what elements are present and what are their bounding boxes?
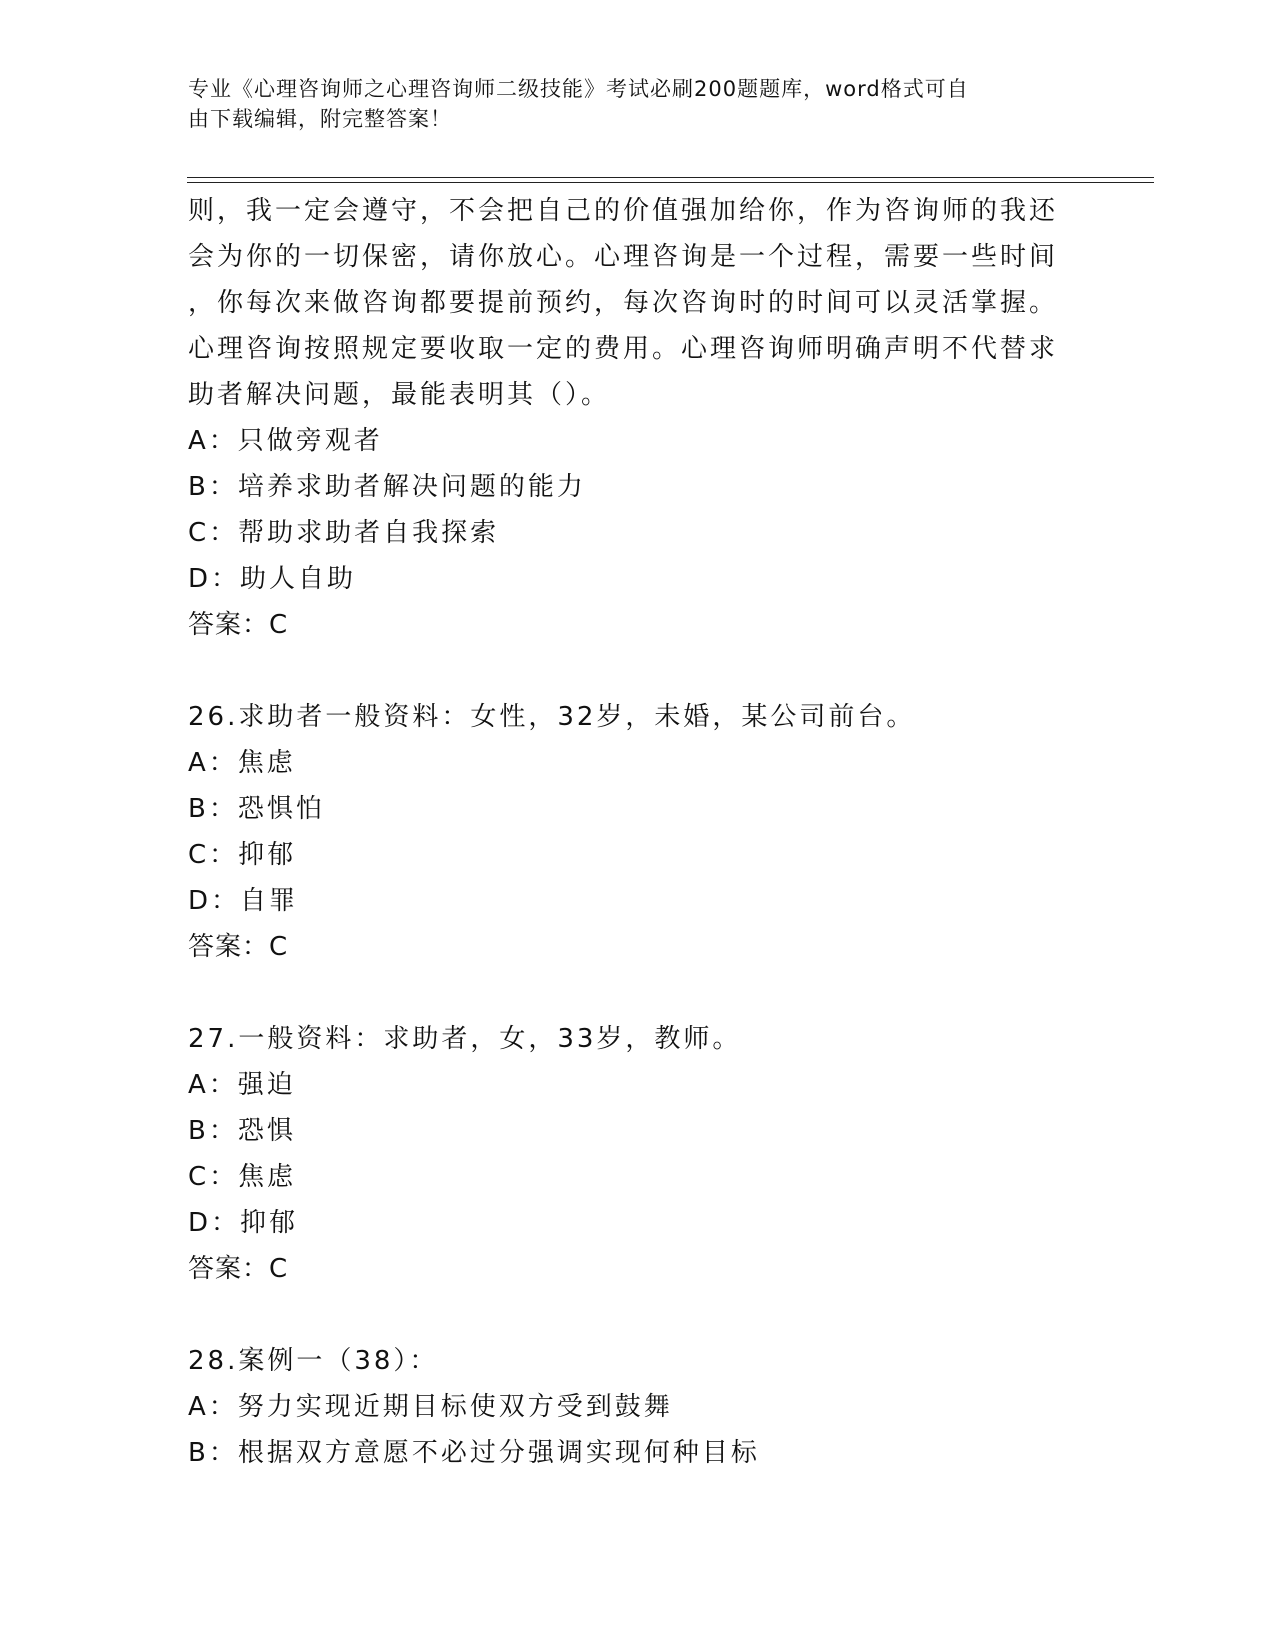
option-a: A：努力实现近期目标使双方受到鼓舞 (188, 1392, 673, 1422)
option-a: A：焦虑 (188, 748, 296, 778)
option-c: C：帮助求助者自我探索 (188, 518, 500, 548)
answer-line: 答案：C (188, 932, 289, 962)
question-28 (188, 1338, 1088, 1476)
option-a: A：强迫 (188, 1070, 296, 1100)
spacer (188, 970, 1088, 1016)
header-divider-bottom (187, 182, 1154, 183)
option-b: B：恐惧 (188, 1116, 296, 1146)
question-25 (188, 188, 1088, 648)
header-line-2: 由下载编辑，附完整答案！ (188, 107, 452, 131)
option-b: B：根据双方意愿不必过分强调实现何种目标 (188, 1438, 760, 1468)
question-stem: 27.一般资料：求助者，女，33岁，教师。 (188, 1024, 742, 1054)
question-stem: 28.案例一（38）： (188, 1346, 439, 1376)
header-divider-top (187, 177, 1154, 178)
question-stem-line: 会为你的一切保密，请你放心。心理咨询是一个过程，需要一些时间 (188, 242, 1059, 272)
document-body (188, 188, 1088, 1476)
answer-line: 答案：C (188, 610, 289, 640)
option-a: A：只做旁观者 (188, 426, 383, 456)
option-d: D：助人自助 (188, 564, 357, 594)
question-27 (188, 1016, 1088, 1292)
answer-line: 答案：C (188, 1254, 289, 1284)
option-c: C：焦虑 (188, 1162, 297, 1192)
option-b: B：培养求助者解决问题的能力 (188, 472, 586, 502)
question-stem-line: 心理咨询按照规定要收取一定的费用。心理咨询师明确声明不代替求 (188, 334, 1059, 364)
option-d: D：自罪 (188, 886, 299, 916)
question-26 (188, 694, 1088, 970)
question-stem-line: 则，我一定会遵守，不会把自己的价值强加给你，作为咨询师的我还 (188, 196, 1059, 226)
option-c: C：抑郁 (188, 840, 297, 870)
spacer (188, 1292, 1088, 1338)
question-stem: 26.求助者一般资料：女性，32岁，未婚，某公司前台。 (188, 702, 916, 732)
option-d: D：抑郁 (188, 1208, 299, 1238)
question-stem-line: ，你每次来做咨询都要提前预约，每次咨询时的时间可以灵活掌握。 (188, 288, 1059, 318)
header-line-1: 专业《心理咨询师之心理咨询师二级技能》考试必刷200题题库，word格式可自 (188, 77, 969, 101)
page-header (188, 74, 1068, 134)
question-stem-line: 助者解决问题，最能表明其（）。 (188, 380, 611, 410)
spacer (188, 648, 1088, 694)
option-b: B：恐惧怕 (188, 794, 325, 824)
